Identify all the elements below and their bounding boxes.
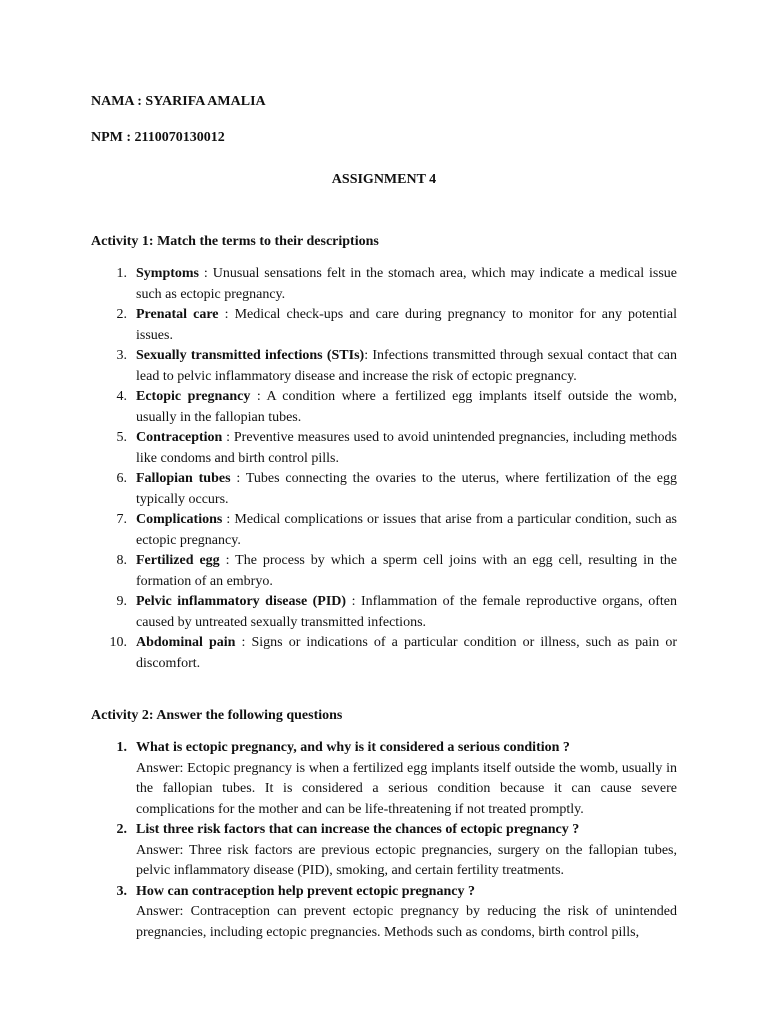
- separator: :: [199, 266, 213, 281]
- description: A condition where a fertilized egg implants itself outside the womb, usually in the fallopian tubes.: [136, 389, 677, 425]
- question: How can contraception help prevent ectopic pregnancy ?: [136, 883, 475, 899]
- assignment-title: ASSIGNMENT 4: [331, 172, 437, 187]
- list-item: [91, 551, 677, 592]
- list-item: [91, 264, 677, 305]
- list-item: [91, 428, 677, 469]
- separator: :: [250, 389, 267, 404]
- description: The process by which a sperm cell joins with an egg cell, resulting in the formation of an embryo.: [136, 553, 677, 589]
- term: Prenatal care: [136, 307, 219, 322]
- answer: Answer: Three risk factors are previous ectopic pregnancies, surgery on the fallopian tubes, pelvic inflammatory disease (PID), smoking, and certain fertility treatments.: [136, 842, 677, 878]
- student-name: NAMA : SYARIFA AMALIA: [91, 94, 266, 109]
- list-item: [91, 882, 677, 944]
- activity-1-list: [91, 264, 677, 674]
- list-item: [91, 592, 677, 633]
- term: Fallopian tubes: [136, 471, 231, 486]
- answer: Answer: Contraception can prevent ectopic pregnancy by reducing the risk of unintended pregnancies, including ectopic pregnancies. Methods such as condoms, birth control pills,: [136, 904, 677, 940]
- description: Tubes connecting the ovaries to the uterus, where fertilization of the egg typically occurs.: [136, 471, 677, 507]
- item-number: 7.: [116, 512, 127, 527]
- list-item: [91, 633, 677, 674]
- separator: :: [346, 594, 361, 609]
- activity-2-heading: Activity 2: Answer the following questions: [91, 708, 343, 723]
- question: List three risk factors that can increase the chances of ectopic pregnancy ?: [136, 822, 580, 837]
- separator: :: [219, 553, 236, 568]
- item-number: 1.: [116, 266, 127, 281]
- term: Ectopic pregnancy: [136, 389, 251, 404]
- answer: Answer: Ectopic pregnancy is when a fertilized egg implants itself outside the womb, usually in the fallopian tubes. It is considered a serious condition because it can cause severe complications for the mother and can be life-threatening if not treated promptly.: [136, 760, 677, 817]
- separator: :: [218, 307, 235, 322]
- item-number: 3.: [116, 348, 127, 363]
- description: Preventive measures used to avoid unintended pregnancies, including methods like condoms and birth control pills.: [136, 430, 677, 466]
- term: Complications: [136, 512, 223, 527]
- separator: :: [364, 348, 373, 363]
- separator: :: [222, 512, 235, 527]
- description: Infections transmitted through sexual contact that can lead to pelvic inflammatory disease and increase the risk of ectopic pregnancy.: [136, 348, 678, 384]
- activity-1-heading: Activity 1: Match the terms to their descriptions: [91, 234, 379, 249]
- separator: :: [222, 430, 234, 445]
- list-item: [91, 305, 677, 346]
- separator: :: [230, 471, 246, 486]
- term: Pelvic inflammatory disease (PID): [136, 594, 347, 609]
- term: Fertilized egg: [136, 553, 220, 568]
- term: Sexually transmitted infections (STIs): [136, 348, 365, 363]
- item-number: 5.: [116, 430, 127, 445]
- item-number: 1.: [116, 740, 127, 755]
- question: What is ectopic pregnancy, and why is it considered a serious condition ?: [136, 740, 570, 755]
- item-number: 4.: [116, 389, 127, 404]
- description: Medical check-ups and care during pregnancy to monitor for any potential issues.: [136, 307, 677, 343]
- activity-2-list: [91, 738, 677, 943]
- list-item: [91, 820, 677, 882]
- student-npm: NPM : 2110070130012: [91, 130, 225, 145]
- term: Contraception: [136, 430, 223, 445]
- term: Abdominal pain: [136, 635, 236, 650]
- list-item: [91, 510, 677, 551]
- item-number: 2.: [116, 822, 127, 837]
- list-item: [91, 738, 677, 820]
- item-number: 9.: [116, 594, 127, 609]
- item-number: 3.: [116, 883, 127, 899]
- document-page: [91, 92, 677, 943]
- list-item: [91, 346, 677, 387]
- item-number: 8.: [116, 553, 127, 568]
- separator: :: [235, 635, 252, 650]
- item-number: 10.: [109, 635, 127, 650]
- description: Signs or indications of a particular condition or illness, such as pain or discomfort.: [136, 635, 678, 671]
- description: Inflammation of the female reproductive organs, often caused by untreated sexually transmitted infections.: [136, 594, 678, 630]
- item-number: 2.: [116, 307, 127, 322]
- description: Unusual sensations felt in the stomach area, which may indicate a medical issue such as ectopic pregnancy.: [136, 266, 678, 302]
- description: Medical complications or issues that arise from a particular condition, such as ectopic pregnancy.: [136, 512, 678, 548]
- list-item: [91, 469, 677, 510]
- list-item: [91, 387, 677, 428]
- item-number: 6.: [116, 471, 127, 486]
- term: Symptoms: [136, 266, 200, 281]
